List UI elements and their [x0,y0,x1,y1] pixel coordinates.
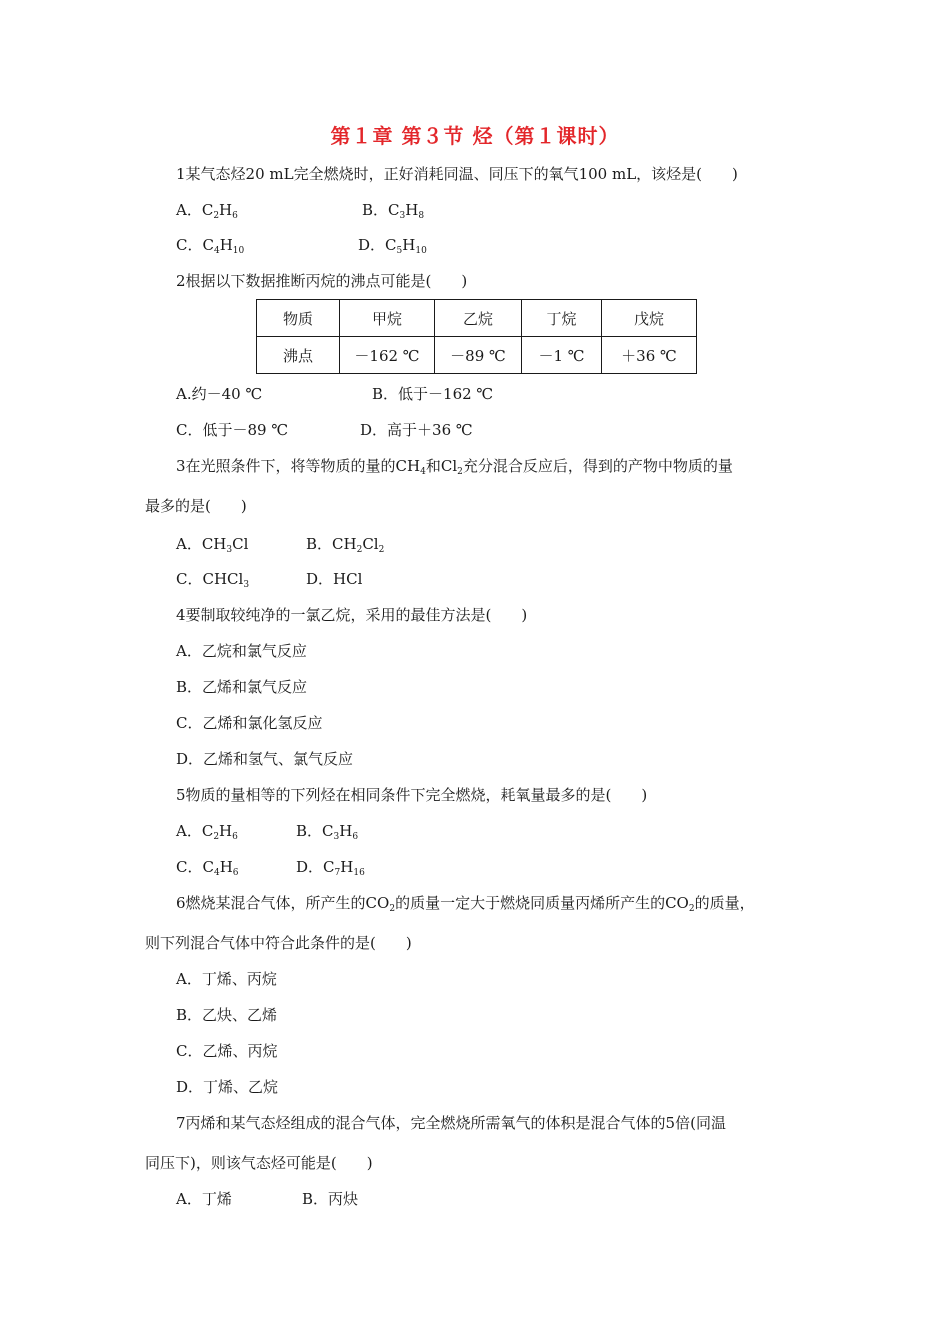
page-title: 第１章 第３节 烃（第１课时） [330,124,620,148]
table-header-cell: 乙烷 [435,300,522,337]
question-2-option-c: C．低于－89 ℃ [176,421,289,439]
question-3-stem: 3在光照条件下，将等物质的量的$CH_4$和$Cl_2$充分混合反应后，得到的产物中物质的量 [176,457,733,477]
table-cell: －162 ℃ [340,337,435,374]
question-3-stem-continued: 最多的是( ) [145,497,247,515]
question-7-option-b: B．丙炔 [302,1190,359,1208]
question-2-stem: 2根据以下数据推断丙烷的沸点可能是( ) [176,272,468,290]
table-header-cell: 戊烷 [602,300,697,337]
question-7-stem-continued: 同压下)，则该气态烃可能是( ) [145,1154,373,1172]
question-6-option-a: A．丁烯、丙烷 [176,970,277,988]
table-header-cell: 甲烷 [340,300,435,337]
question-4-option-c: C．乙烯和氯化氢反应 [176,714,323,732]
question-4-stem: 4要制取较纯净的一氯乙烷，采用的最佳方法是( ) [176,606,528,624]
question-4-option-b: B．乙烯和氯气反应 [176,678,308,696]
question-1-option-d: D．$C_5H_{10}$ [358,236,427,256]
question-2-option-d: D．高于＋36 ℃ [360,421,473,439]
question-5-option-b: B．$C_3H_6$ [296,822,359,842]
question-3-option-a: A．$CH_3Cl$ [176,535,249,555]
question-6-option-b: B．乙炔、乙烯 [176,1006,278,1024]
question-5-stem: 5物质的量相等的下列烃在相同条件下完全燃烧，耗氧量最多的是( ) [176,786,648,804]
table-header-cell: 丁烷 [522,300,602,337]
table-cell: －1 ℃ [522,337,602,374]
question-4-option-d: D．乙烯和氢气、氯气反应 [176,750,354,768]
question-1-option-b: B．$C_3H_8$ [362,201,425,221]
question-3-option-d: D．HCl [306,570,363,588]
question-3-option-c: C．CHCl$_3$ [176,570,250,590]
question-1-option-c: C．$C_4H_{10}$ [176,236,245,256]
table-cell: －89 ℃ [435,337,522,374]
table-cell: ＋36 ℃ [602,337,697,374]
question-4-option-a: A．乙烷和氯气反应 [176,642,307,660]
question-3-option-b: B．$CH_2Cl_2$ [306,535,385,555]
question-2-option-a: A.约－40 ℃ [176,385,263,403]
question-2-option-b: B．低于－162 ℃ [372,385,494,403]
question-6-stem-continued: 则下列混合气体中符合此条件的是( ) [145,934,412,952]
question-5-option-a: A．$C_2H_6$ [176,822,238,842]
question-5-option-d: D．$C_7H_{16}$ [296,858,365,878]
question-7-option-a: A．丁烯 [176,1190,232,1208]
boiling-point-table [256,299,697,374]
question-6-option-d: D．丁烯、乙烷 [176,1078,279,1096]
table-cell: 沸点 [257,337,340,374]
question-1-option-a: A．$C_2H_6$ [176,201,238,221]
table-header-cell: 物质 [257,300,340,337]
question-6-option-c: C．乙烯、丙烷 [176,1042,278,1060]
table-row [257,337,697,374]
question-1-stem: 1某气态烃20 mL完全燃烧时，正好消耗同温、同压下的氧气100 mL，该烃是( ) [176,165,738,183]
question-5-option-c: C．$C_4H_6$ [176,858,239,878]
table-header-row [257,300,697,337]
question-7-stem: 7丙烯和某气态烃组成的混合气体，完全燃烧所需氧气的体积是混合气体的5倍(同温 [176,1114,726,1132]
question-6-stem: 6燃烧某混合气体，所产生的$CO_2$的质量一定大于燃烧同质量丙烯所产生的$CO_2$的质量， [176,894,755,914]
